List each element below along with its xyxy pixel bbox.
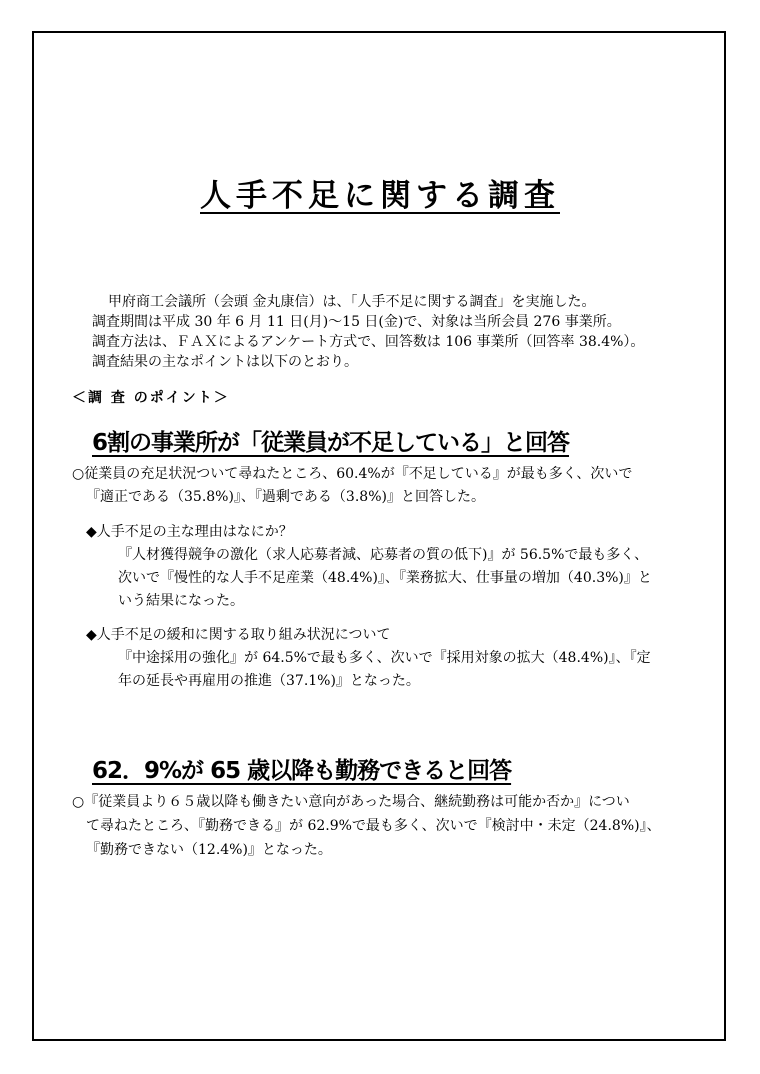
sub1-line: 次いで『慢性的な人手不足産業（48.4%)』、『業務拡大、仕事量の増加（40.3%)』と: [118, 570, 652, 586]
intro-line: 調査結果の主なポイントは以下のとおり。: [92, 354, 358, 370]
section1-heading: 6割の事業所が「従業員が不足している」と回答: [92, 430, 570, 456]
sub1-line: 『人材獲得競争の激化（求人応募者減、応募者の質の低下)』が 56.5%で最も多く、: [118, 547, 649, 563]
intro-line: 甲府商工会議所（会頭 金丸康信）は、「人手不足に関する調査」を実施した。: [108, 294, 596, 310]
sub1-label: ◆人手不足の主な理由はなにか？: [86, 524, 293, 540]
sub2-line: 『中途採用の強化』が 64.5%で最も多く、次いで『採用対象の拡大（48.4%)』、『定: [118, 650, 651, 666]
section1-line: 『適正である（35.8%)』、『過剰である（3.8%)』と回答した。: [86, 489, 485, 505]
section2-line: 『勤務できない（12.4%)』となった。: [86, 842, 332, 858]
sub2-line: 年の延長や再雇用の推進（37.1%)』となった。: [118, 673, 420, 689]
section2-line: て尋ねたところ、『勤務できる』が 62.9%で最も多く、次いで『検討中・未定（24.8%)』、: [86, 818, 661, 834]
intro-line: 調査方法は、ＦＡＸによるアンケート方式で、回答数は 106 事業所（回答率 38.4%）。: [92, 334, 645, 350]
section2-line: ○『従業員より６５歳以降も働きたい意向があった場合、継続勤務は可能か否か』につい: [72, 794, 630, 810]
section1-line: ○従業員の充足状況ついて尋ねたところ、60.4%が『不足している』が最も多く、次いで: [72, 466, 633, 482]
points-heading: ＜調 査 のポイント＞: [72, 390, 230, 406]
intro-line: 調査期間は平成 30 年 6 月 11 日(月)～15 日(金)で、対象は当所会員 276 事業所。: [92, 314, 621, 330]
sub2-label: ◆人手不足の緩和に関する取り組み状況について: [86, 627, 391, 643]
document-title: 人手不足に関する調査: [200, 178, 560, 214]
section2-heading: 62．9%が 65 歳以降も勤務できると回答: [92, 758, 512, 784]
sub1-line: いう結果になった。: [118, 593, 244, 609]
